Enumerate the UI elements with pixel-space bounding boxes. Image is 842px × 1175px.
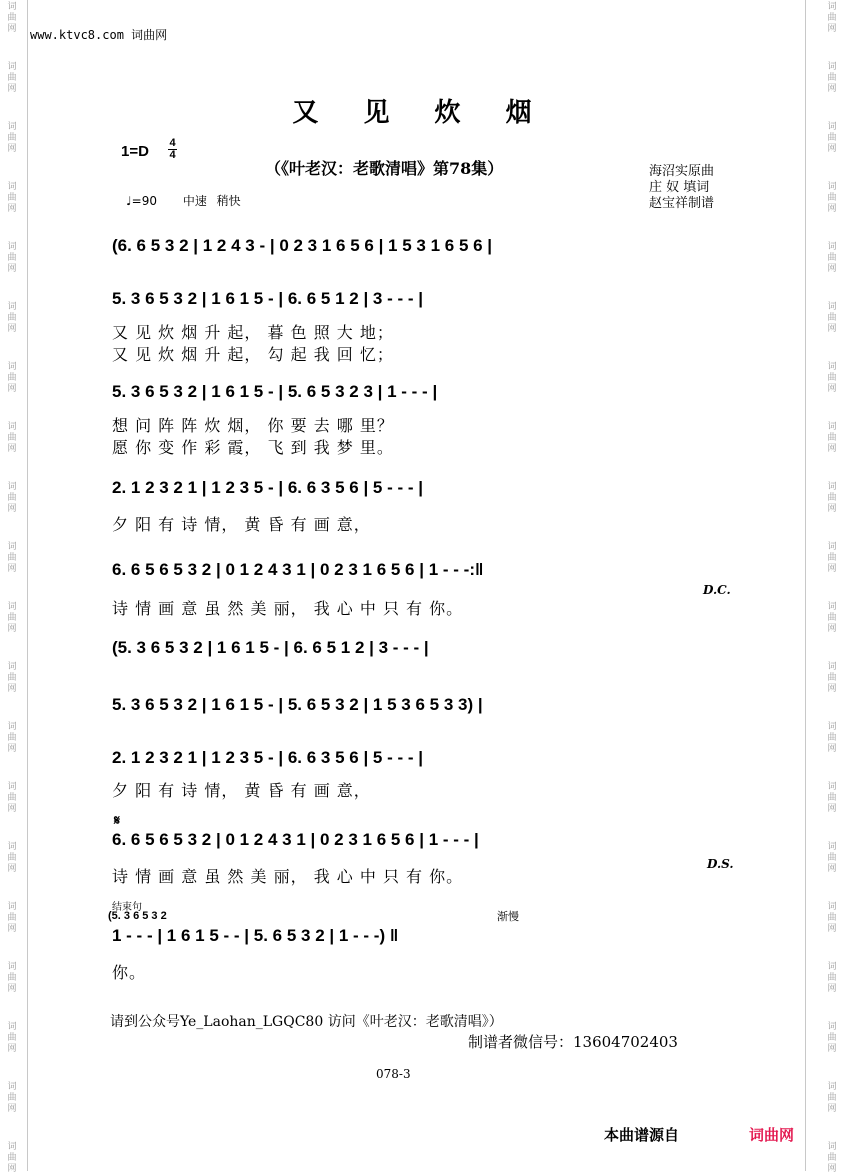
watermark-text: 词 曲 网 xyxy=(827,602,837,634)
notation-line: 5. 3 6 5 3 2 | 1 6 1 5 - | 5. 6 5 3 2 | 1 5 3 6 5 3 3) | xyxy=(112,695,483,714)
page-number: 078-3 xyxy=(376,1067,411,1081)
ending-label: 结束句 xyxy=(112,902,142,913)
notation-line: 5. 3 6 5 3 2 | 1 6 1 5 - | 6. 6 5 1 2 | 3 - - - | xyxy=(112,289,424,308)
lyric-line: 夕 阳 有 诗 情， 黄 昏 有 画 意， xyxy=(112,781,371,800)
watermark-text: 词 曲 网 xyxy=(7,722,17,754)
notation-line: 6. 6 5 6 5 3 2 | 0 1 2 4 3 1 | 0 2 3 1 6 5 6 | 1 - - - | xyxy=(112,830,479,849)
source-label: 本曲谱源自 xyxy=(604,1126,680,1144)
notation-line: (5. 3 6 5 3 2 | 1 6 1 5 - | 6. 6 5 1 2 | 3 - - - | xyxy=(112,638,429,657)
watermark-text: 词 曲 网 xyxy=(827,542,837,574)
credit-arranger: 赵宝祥制谱 xyxy=(649,196,715,211)
notation-line: 5. 3 6 5 3 2 | 1 6 1 5 - | 5. 6 5 3 2 3 | 1 - - - | xyxy=(112,382,438,401)
brand-logo-text: 词曲网 xyxy=(749,1126,795,1144)
watermark-text: 词 曲 网 xyxy=(827,962,837,994)
watermark-text: 词 曲 网 xyxy=(7,182,17,214)
subtitle: （《叶老汉：老歌清唱》第78集） xyxy=(265,159,504,178)
lyric-line: 诗 情 画 意 虽 然 美 丽， 我 心 中 只 有 你。 xyxy=(112,867,464,886)
watermark-text: 词 曲 网 xyxy=(827,422,837,454)
watermark-text: 词 曲 网 xyxy=(827,2,837,34)
lyric-line: 愿 你 变 作 彩 霞， 飞 到 我 梦 里。 xyxy=(112,438,394,457)
footer-contact: 制谱者微信号：13604702403 xyxy=(468,1033,678,1051)
watermark-text: 词 曲 网 xyxy=(827,722,837,754)
time-signature: 4 4 xyxy=(169,137,176,161)
watermark-text: 词 曲 网 xyxy=(827,242,837,274)
notation-line: 6. 6 5 6 5 3 2 | 0 1 2 4 3 1 | 0 2 3 1 6 5 6 | 1 - - -:‖ xyxy=(112,560,484,579)
watermark-text: 词 曲 网 xyxy=(827,62,837,94)
watermark-text: 词 曲 网 xyxy=(827,1022,837,1054)
watermark-text: 词 曲 网 xyxy=(7,62,17,94)
credit-lyricist: 庄 奴 填词 xyxy=(649,180,710,195)
lyric-line: 你。 xyxy=(112,963,147,982)
tempo-marking xyxy=(126,192,241,209)
tempo-text: 中速 xyxy=(182,194,207,208)
song-title: 又 见 炊 烟 xyxy=(292,98,550,128)
header-url: www.ktvc8.com 词曲网 xyxy=(30,28,168,42)
watermark-text: 词 曲 网 xyxy=(827,302,837,334)
left-border-line xyxy=(27,0,28,1171)
watermark-text: 词 曲 网 xyxy=(7,962,17,994)
ending-alt-notes: (5. 3 6 5 3 2 xyxy=(108,910,167,922)
key-signature: 1=D xyxy=(121,143,149,160)
segno-mark: 𝄋 xyxy=(114,813,121,829)
notation-line: 1 - - - | 1 6 1 5 - - | 5. 6 5 3 2 | 1 - - -) ‖ xyxy=(112,926,399,945)
watermark-text: 词 曲 网 xyxy=(7,902,17,934)
watermark-text: 词 曲 网 xyxy=(827,1082,837,1114)
watermark-text: 词 曲 网 xyxy=(827,842,837,874)
lyric-line: 又 见 炊 烟 升 起， 勾 起 我 回 忆； xyxy=(112,345,394,364)
lyric-line: 夕 阳 有 诗 情， 黄 昏 有 画 意， xyxy=(112,515,371,534)
watermark-text: 词 曲 网 xyxy=(7,1082,17,1114)
watermark-text: 词 曲 网 xyxy=(7,842,17,874)
ds-mark: D.S. xyxy=(707,857,734,871)
watermark-text: 词 曲 网 xyxy=(7,302,17,334)
watermark-text: 词 曲 网 xyxy=(827,662,837,694)
tempo-text-2: 稍快 xyxy=(216,194,241,208)
lyric-line: 又 见 炊 烟 升 起， 暮 色 照 大 地； xyxy=(112,323,394,342)
dc-mark: D.C. xyxy=(703,583,731,597)
lyric-line: 想 问 阵 阵 炊 烟， 你 要 去 哪 里？ xyxy=(112,416,394,435)
credit-composer: 海沼实原曲 xyxy=(649,164,715,179)
watermark-text: 词 曲 网 xyxy=(7,1022,17,1054)
left-border xyxy=(0,0,28,1171)
watermark-text: 词 曲 网 xyxy=(827,902,837,934)
watermark-text: 词 曲 网 xyxy=(827,182,837,214)
watermark-text: 词 曲 网 xyxy=(7,1142,17,1174)
watermark-text: 词 曲 网 xyxy=(7,422,17,454)
right-border-line xyxy=(805,0,806,1171)
watermark-text: 词 曲 网 xyxy=(7,122,17,154)
watermark-text: 词 曲 网 xyxy=(7,602,17,634)
watermark-text: 词 曲 网 xyxy=(7,542,17,574)
watermark-text: 词 曲 网 xyxy=(7,482,17,514)
watermark-text: 词 曲 网 xyxy=(827,362,837,394)
notation-line: 2. 1 2 3 2 1 | 1 2 3 5 - | 6. 6 3 5 6 | 5 - - - | xyxy=(112,748,424,767)
notation-line: (6. 6 5 3 2 | 1 2 4 3 - | 0 2 3 1 6 5 6 | 1 5 3 1 6 5 6 | xyxy=(112,236,493,255)
watermark-text: 词 曲 网 xyxy=(827,1142,837,1174)
watermark-text: 词 曲 网 xyxy=(7,2,17,34)
watermark-text: 词 曲 网 xyxy=(7,782,17,814)
footer-note: 请到公众号Ye_Laohan_LGQC80 访问《叶老汉：老歌清唱》） xyxy=(110,1014,503,1030)
watermark-text: 词 曲 网 xyxy=(7,362,17,394)
tempo-mark: ♩=90 xyxy=(126,194,157,208)
notation-line: 2. 1 2 3 2 1 | 1 2 3 5 - | 6. 6 3 5 6 | 5 - - - | xyxy=(112,478,424,497)
lyric-line: 诗 情 画 意 虽 然 美 丽， 我 心 中 只 有 你。 xyxy=(112,599,464,618)
watermark-text: 词 曲 网 xyxy=(827,482,837,514)
rit-mark: 渐慢 xyxy=(497,910,519,923)
watermark-text: 词 曲 网 xyxy=(7,662,17,694)
watermark-text: 词 曲 网 xyxy=(7,242,17,274)
watermark-text: 词 曲 网 xyxy=(827,122,837,154)
watermark-text: 词 曲 网 xyxy=(827,782,837,814)
